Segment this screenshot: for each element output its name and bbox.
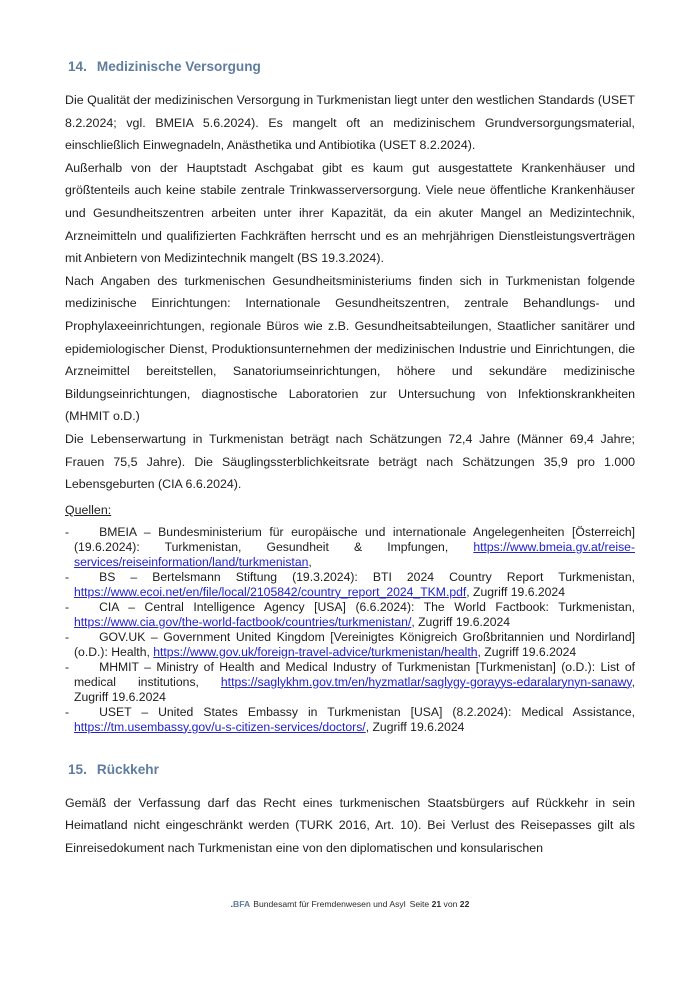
source-text: , Zugriff 19.6.2024 [466, 584, 565, 599]
footer-page-label: Seite [409, 899, 430, 909]
source-link-bmeia[interactable]: https://www.bmeia.gv.at/reise-services/reiseinformation/land/turkmenistan [74, 539, 635, 569]
source-item-bmeia [65, 525, 635, 570]
list-dash: - [65, 569, 70, 584]
source-link-uset[interactable]: https://tm.usembassy.gov/u-s-citizen-services/doctors/ [74, 719, 366, 734]
source-item-mhmit [65, 660, 635, 705]
source-text: MHMIT – Ministry of Health and Medical Industry of Turkmenistan [Turkmenistan] (o.D.): List of medical institutions, [74, 659, 635, 689]
bfa-logo-dot: . [230, 899, 234, 909]
paragraph-medical-institutions: Nach Angaben des turkmenischen Gesundheitsministeriums finden sich in Turkmenistan folgende medizinische Einrichtungen: Internationale Gesundheitszentren, zentrale Behandlungs- und Prophylaxeeinrichtungen, regionale Büros wie z.B. Gesundheitsabteilungen, Staatlicher sanitärer und epidemiologischer Dienst, Produktionsunternehmen der medizinischen Industrie und Einrichtungen, die Arzneimittel bereitstellen, Sanatoriumseinrichtungen, höhere und sekundäre medizinische Bildungseinrichtungen, diagnostische Laboratorien zur Untersuchung von Infektionskrankheiten (MHMIT o.D.) [65, 273, 635, 424]
section-14-title: Medizinische Versorgung [96, 59, 261, 74]
footer-office-name: Bundesamt für Fremdenwesen und Asyl [253, 899, 406, 909]
section-15-heading [65, 761, 635, 778]
sources-label: Quellen: [65, 502, 112, 517]
source-text: , Zugriff 19.6.2024 [365, 719, 465, 734]
source-link-govuk[interactable]: https://www.gov.uk/foreign-travel-advice/turkmenistan/health [153, 644, 478, 659]
source-text: , [308, 554, 312, 569]
section-14-number: 14. [68, 59, 87, 74]
list-dash: - [65, 704, 70, 719]
source-item-govuk [65, 630, 635, 660]
source-text: , Zugriff 19.6.2024 [477, 644, 577, 659]
paragraph-medical-quality: Die Qualität der medizinischen Versorgung in Turkmenistan liegt unter den westlichen Standards (USET 8.2.2024; vgl. BMEIA 5.6.2024). Es mangelt oft an medizinischem Grundversorgungsmaterial, einschließlich Einwegnadeln, Anästhetika und Antibiotika (USET 8.2.2024). [65, 93, 635, 153]
section-14-heading [65, 58, 635, 75]
section-15-number: 15. [68, 761, 87, 777]
footer-page-current: 21 [431, 899, 442, 909]
list-dash: - [65, 524, 70, 539]
footer-page-total: 22 [459, 899, 470, 909]
source-text: GOV.UK – Government United Kingdom [Vereinigtes Königreich Großbritannien und Nordirland] (o.D.): Health, [74, 629, 635, 659]
source-text: , Zugriff 19.6.2024 [74, 674, 635, 704]
list-dash: - [65, 659, 70, 674]
source-item-uset [65, 705, 635, 735]
page-content [65, 58, 635, 859]
source-link-cia[interactable]: https://www.cia.gov/the-world-factbook/countries/turkmenistan/ [74, 614, 412, 629]
source-text: BMEIA – Bundesministerium für europäische und internationale Angelegenheiten [Österreich] (19.6.2024): Turkmenistan, Gesundheit & Impfungen, [74, 524, 635, 554]
source-text: , Zugriff 19.6.2024 [411, 614, 511, 629]
source-text: CIA – Central Intelligence Agency [USA] (6.6.2024): The World Factbook: Turkmenistan, [99, 599, 635, 614]
footer-page-separator: von [443, 899, 458, 909]
source-item-cia [65, 600, 635, 630]
source-text: USET – United States Embassy in Turkmenistan [USA] (8.2.2024): Medical Assistance, [99, 704, 635, 719]
bfa-logo: BFA [233, 899, 251, 909]
list-dash: - [65, 629, 70, 644]
paragraph-hospitals-outside-capital: Außerhalb von der Hauptstadt Aschgabat gibt es kaum gut ausgestattete Krankenhäuser und größtenteils auch keine stabile zentrale Trinkwasserversorgung. Viele neue öffentliche Krankenhäuser und Gesundheitszentren arbeiten unter ihrer Kapazität, da ein akuter Mangel an Medizintechnik, Arzneimitteln und qualifizierten Fachkräften herrscht und es an mehrjährigen Dienstleistungsverträgen mit Anbietern von Medizintechnik mangelt (BS 19.3.2024). [65, 160, 635, 266]
source-link-bs[interactable]: https://www.ecoi.net/en/file/local/2105842/country_report_2024_TKM.pdf [74, 584, 467, 599]
paragraph-return-right: Gemäß der Verfassung darf das Recht eines turkmenischen Staatsbürgers auf Rückkehr in sein Heimatland nicht eingeschränkt werden (TURK 2016, Art. 10). Bei Verlust des Reisepasses gilt als Einreisedokument nach Turkmenistan eine von den diplomatischen und konsularischen [65, 795, 635, 855]
source-item-bs [65, 570, 635, 600]
source-link-mhmit[interactable]: https://saglykhm.gov.tm/en/hyzmatlar/saglygy-gorayys-edaralarynyn-sanawy [220, 674, 632, 689]
list-dash: - [65, 599, 70, 614]
page-footer [0, 899, 700, 910]
section-15-title: Rückkehr [96, 761, 159, 777]
source-text: BS – Bertelsmann Stiftung (19.3.2024): BTI 2024 Country Report Turkmenistan, [99, 569, 635, 584]
paragraph-life-expectancy: Die Lebenserwartung in Turkmenistan beträgt nach Schätzungen 72,4 Jahre (Männer 69,4 Jahre; Frauen 75,5 Jahre). Die Säuglingssterblichkeitsrate beträgt nach Schätzungen 35,9 pro 1.000 Lebensgeburten (CIA 6.6.2024). [65, 431, 635, 492]
